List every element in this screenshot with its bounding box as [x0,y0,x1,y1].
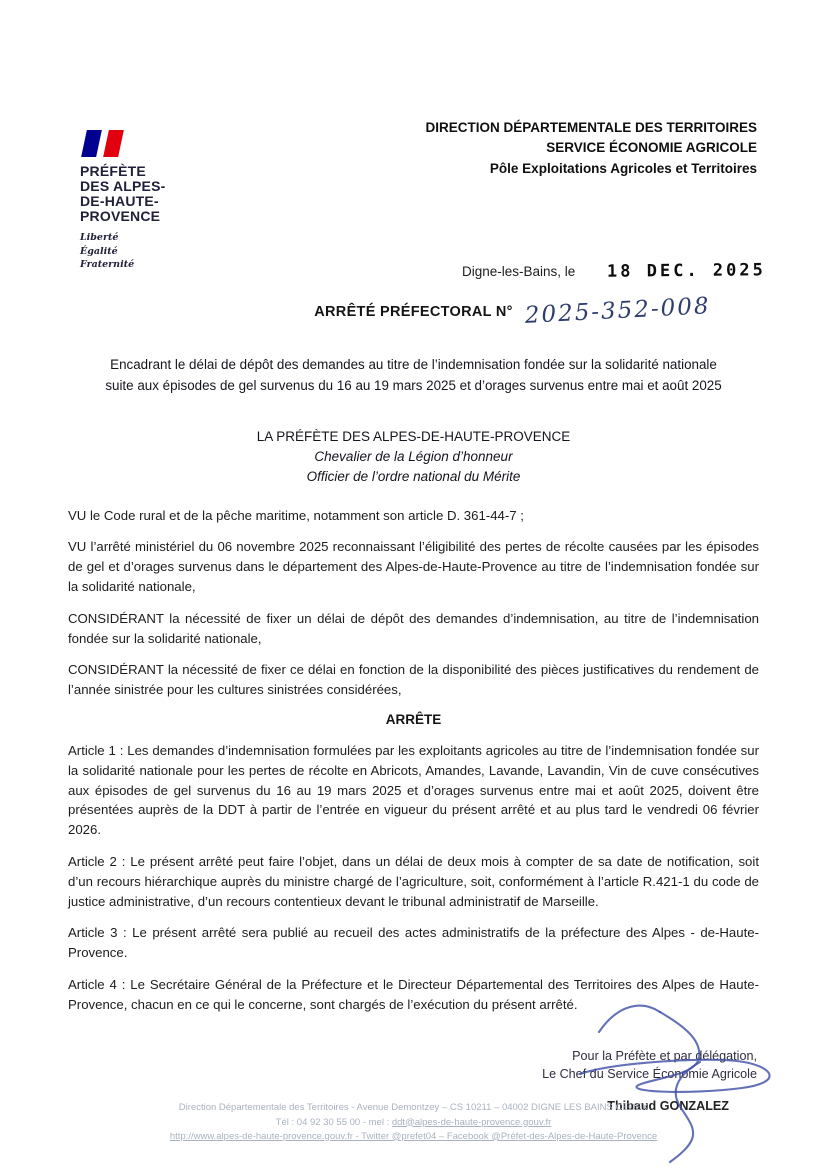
article-3: Article 3 : Le présent arrêté sera publié au recueil des actes administratifs de la préfecture des Alpes - de-Haute-Provence. [68,925,759,961]
footer-social: - Twitter @prefet04 – Facebook @Préfet-des-Alpes-de-Haute-Provence [352,1130,658,1142]
republic-motto [80,231,250,271]
header [0,0,827,271]
signature-delegation-line: Pour la Préfète et par délégation, [572,1049,757,1063]
prefecture-logo [80,130,250,271]
footer-email-link[interactable]: ddt@alpes-de-haute-provence.gouv.fr [391,1116,552,1128]
decree-title-label: ARRÊTÉ PRÉFECTORAL N° [314,304,513,321]
article-1: Article 1 : Les demandes d’indemnisation formulées par les exploitants agricoles au titre de l’indemnisation fondée sur la solidarité nationale pour les pertes de récolte en Abricots, Amandes, Lavande, Lavandin, Vin de cuve consécutives aux épisodes de gel survenus du 16 au 19 mars 2025 et d’orages survenus entre mai et août 2025, doivent être présentées auprès de la DDT à partir de l’entrée en vigueur du présent arrêté et au plus tard le vendredi 06 février 2026. [68,742,759,838]
service-line-3: Pôle Exploitations Agricoles et Territoires [489,160,757,176]
issuing-service [425,118,757,179]
article-2: Article 2 : Le présent arrêté peut faire l’objet, dans un délai de deux mois à compter de sa date de notification, soit d’un recours hiérarchique auprès du ministre chargé de l’agriculture, soit, conformément à l’article R.421-1 du code de justice administrative, d’un recours contentieux devant le tribunal administratif de Marseille. [68,853,759,909]
motto-line: Égalité [80,245,118,257]
footer [0,1101,827,1144]
prefecture-name [80,164,250,224]
flag-blue-stripe [81,130,102,157]
recital: CONSIDÉRANT la nécessité de fixer un délai de dépôt des demandes d’indemnisation, au titre de l’indemnisation fondée sur la solidarité nationale, [68,610,759,646]
authority-rank-2: Officier de l’ordre national du Mérite [306,469,521,485]
decree-body [0,506,827,1015]
prefecture-name-line: DE-HAUTE- [80,193,159,210]
footer-address: Direction Départementale des Territoires - Avenue Demontzey – CS 10211 – 04002 DIGNE LES BAINS CEDEX [178,1102,649,1114]
decree-number-handwritten: 2025-352-008 [523,293,711,330]
motto-line: Fraternité [80,259,135,271]
flag-red-stripe [103,130,124,157]
footer-web [0,1130,827,1144]
article-4: Article 4 : Le Secrétaire Général de la Préfecture et le Directeur Départemental des Territoires des Alpes de Haute-Provence, chacun en ce qui le concerne, sont chargés de l’exécution du présent arrêté. [68,976,759,1012]
recital: VU l’arrêté ministériel du 06 novembre 2025 reconnaissant l’éligibilité des pertes de récolte causées par les épisodes de gel et d’orages survenus dans le département des Alpes-de-Haute-Provence au titre de l’indemnisation fondée sur la solidarité nationale, [68,539,759,594]
authority-block [0,427,827,488]
place-date-label: Digne-les-Bains, le [462,264,576,280]
signature-role-line: Le Chef du Service Économie Agricole [542,1066,757,1081]
subject-line: Encadrant le délai de dépôt des demandes au titre de l’indemnisation fondée sur la solidarité nationale [110,357,717,373]
prefecture-name-line: PROVENCE [80,208,161,225]
decree-subject [0,355,827,397]
footer-website-link[interactable]: http://www.alpes-de-haute-provence.gouv.fr [169,1130,353,1142]
footer-contact [0,1116,827,1130]
service-line-1: DIRECTION DÉPARTEMENTALE DES TERRITOIRES [425,120,757,135]
authority-rank-1: Chevalier de la Légion d’honneur [314,449,513,465]
date-stamp: 18 DEC. 2025 [607,260,767,283]
decree-heading: ARRÊTE [385,711,442,727]
prefecture-name-line: DES ALPES- [80,178,166,195]
footer-phone: Tél : 04 92 30 55 00 - mel : [275,1116,392,1128]
authority-title: LA PRÉFÈTE DES ALPES-DE-HAUTE-PROVENCE [256,428,571,444]
service-line-2: SERVICE ÉCONOMIE AGRICOLE [546,140,757,156]
recital: VU le Code rural et de la pêche maritime, notamment son article D. 361-44-7 ; [68,507,524,523]
motto-line: Liberté [80,232,119,244]
french-flag-icon [80,130,126,157]
decree-title [0,293,827,330]
recital: CONSIDÉRANT la nécessité de fixer ce délai en fonction de la disponibilité des pièces justificatives du rendement de l’année sinistrée pour les cultures sinistrées considérées, [68,662,759,698]
signatory-name: Thibaud GONZALEZ [607,1099,729,1114]
prefecture-name-line: PRÉFÈTE [80,163,146,179]
subject-line: suite aux épisodes de gel survenus du 16 au 19 mars 2025 et d’orages survenus entre mai et août 2025 [105,378,722,394]
